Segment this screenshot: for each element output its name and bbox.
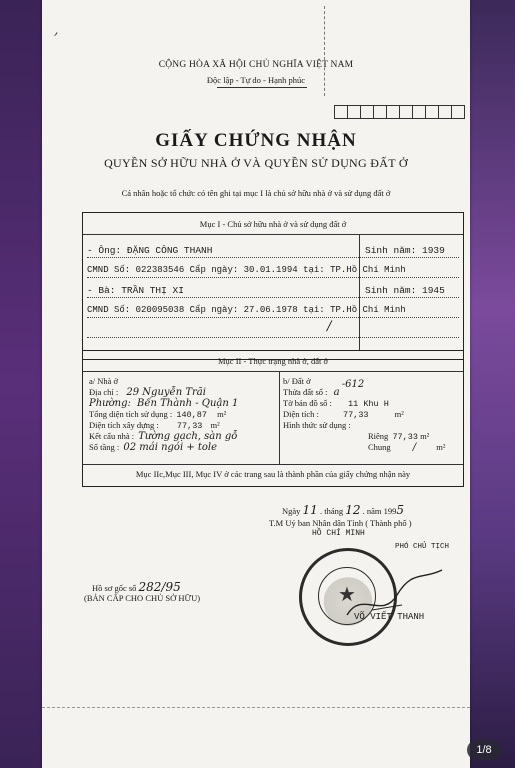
section1-heading: Mục I - Chủ sở hữu nhà ở và sử dụng đất ở	[199, 219, 347, 229]
house-structure: Kết cấu nhà : Tường gạch, sàn gỗ	[89, 431, 238, 442]
owner1-row: - Ông: ĐẶNG CÔNG THANH	[87, 245, 213, 256]
house-floors: Số tầng : 02 mái ngói + tole	[89, 442, 218, 453]
sign-city: HỒ CHÍ MINH	[312, 529, 365, 538]
owner2-birth: Sinh năm: 1945	[365, 285, 445, 296]
house-address: Địa chỉ : 29 Nguyễn Trãi	[89, 387, 206, 398]
house-built-area: Diện tích xây dựng : 77,33 m²	[89, 420, 220, 431]
section2-heading: Mục II - Thực trạng nhà ở, đất ở	[218, 356, 328, 366]
header-rule	[217, 87, 307, 88]
note-text: Mục IIc,Mục III, Mục IV ở các trang sau là thành phần của giấy chứng nhận này	[135, 469, 411, 479]
code-boxes	[334, 105, 465, 119]
file-number: Hồ sơ gốc số 282/95	[92, 580, 181, 594]
section-property	[82, 350, 464, 487]
land-plot: Thửa đất số : a -612	[283, 379, 365, 398]
blank-slash: /	[327, 319, 332, 334]
house-title: a/ Nhà ở	[89, 376, 119, 386]
sign-date: Ngày 11 . tháng 12 . năm 1995	[282, 503, 405, 517]
land-map: Tờ bản đồ số : 11 Khu H	[283, 398, 389, 409]
land-title: b/ Đất ở	[283, 376, 311, 386]
section-owners	[82, 212, 464, 360]
official-seal: ★	[299, 548, 397, 646]
land-usage: Hình thức sử dụng :	[283, 420, 351, 430]
house-ward: Phường: Bến Thành - Quận 1	[89, 398, 239, 409]
file-note: (BẢN CẤP CHO CHỦ SỞ HỮU)	[84, 593, 201, 603]
owner2-row: - Bà: TRẦN THỊ XI	[87, 285, 184, 296]
document-subtitle: QUYỀN SỞ HỮU NHÀ Ở VÀ QUYỀN SỬ DỤNG ĐẤT Ở	[104, 156, 408, 170]
land-shared: Chung / m²	[368, 442, 446, 453]
owner1-birth: Sinh năm: 1939	[365, 245, 445, 256]
motto: Độc lập - Tự do - Hạnh phúc	[206, 75, 306, 85]
page-indicator[interactable]: 1/8	[467, 740, 501, 760]
owner2-id-row: CMND Số: 020095038 Cấp ngày: 27.06.1978 tại: TP.Hồ Chí Minh	[87, 305, 406, 315]
land-private: Riêng 77,33 m²	[368, 431, 430, 442]
signer-name: VÕ VIẾT THANH	[354, 612, 425, 622]
house-total-area: Tổng diện tích sử dụng : 140,87 m²	[89, 409, 227, 420]
republic-heading: CỘNG HÒA XÃ HỘI CHỦ NGHĨA VIỆT NAM	[158, 60, 354, 70]
owner1-id-row: CMND Số: 022383546 Cấp ngày: 30.01.1994 tại: TP.Hồ Chí Minh	[87, 265, 406, 275]
page-edge-marks	[42, 706, 470, 708]
intro-text: Cá nhân hoặc tổ chức có tên ghi tại mục I là chủ sở hữu nhà ở và sử dụng đất ở	[121, 188, 391, 198]
sign-position: PHÓ CHỦ TỊCH	[395, 543, 450, 551]
land-area: Diện tích : 77,33 m²	[283, 409, 404, 420]
sign-authority: T.M Uỷ ban Nhân dân Tỉnh ( Thành phố )	[269, 518, 412, 528]
background-left	[0, 0, 44, 768]
document-title: GIẤY CHỨNG NHẬN	[155, 130, 357, 151]
background-right	[463, 0, 515, 768]
document-page: CỘNG HÒA XÃ HỘI CHỦ NGHĨA VIỆT NAM Độc lập - Tự do - Hạnh phúc GIẤY CHỨNG NHẬN QUYỀN SỞ HỮU NHÀ Ở VÀ QUYỀN SỬ DỤNG ĐẤT Ở Cá nhân hoặc tổ chức có tên ghi tại mục I là chủ sở hữu nhà ở và sử dụng đất ở Mục I - Chủ sở hữu nhà ở và sử dụng đất ở - Ông: ĐẶNG CÔNG THANH Sinh năm: 1939 CMND Số: 022383546 Cấp ngày: 30.01.1994 tại: TP.Hồ Chí Minh - Bà: TRẦN THỊ XI Sinh năm: 1945 CMND Số: 020095038 Cấp ngày: 27.06.1978 tại: TP.Hồ Chí Minh / Mục II - Thực trạng nhà ở, đất ở a/ Nhà ở Địa chỉ : 29 Nguyễn Trãi Phường: Bến Thành - Quận 1 Tổng diện tích sử dụng : 140,87 m² Diện tích xây dựng : 77,33 m² Kết cấu nhà : Tường gạch, sàn gỗ Số tầng : 02 mái ngói + tole b/ Đất ở Thửa đất số : a -612 Tờ bản đồ số : 11 Khu H Diện tích : 77,33 m² Hình thức sử dụng : Riêng 77,33 m² Chung / m² Mục IIc,Mục III, Mục IV ở các trang sau là thành phần của giấy chứng nhận này Ngày 11 . tháng 12 . năm 1995 T.M Uỷ ban Nhân dân Tỉnh ( Thành phố ) HỒ CHÍ MINH PHÓ CHỦ TỊCH ★ VÕ VIẾT THANH Hồ sơ gốc số 282/95 (BẢN CẤP CHO CHỦ SỞ HỮU) ,	[42, 0, 470, 768]
